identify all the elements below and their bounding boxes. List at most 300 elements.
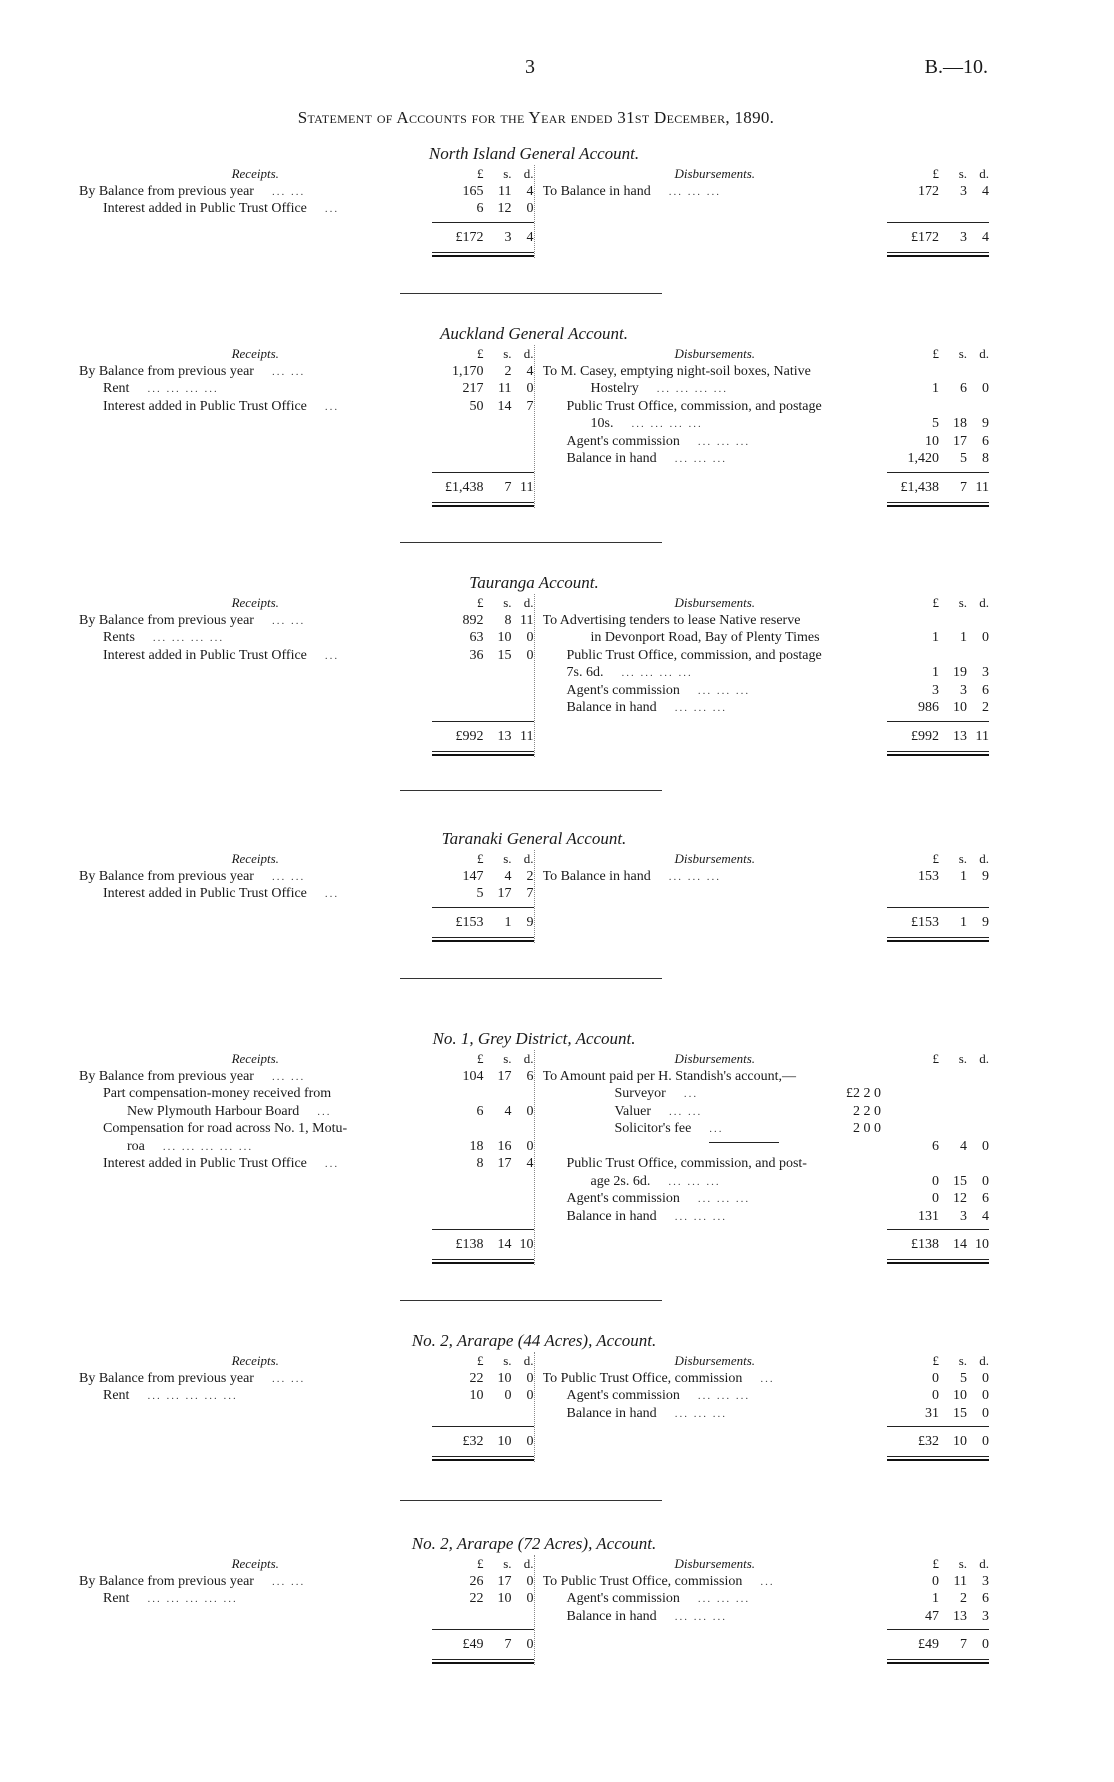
entry-text <box>79 183 432 201</box>
double-rule <box>543 500 990 508</box>
blank <box>543 250 888 258</box>
pounds-cell: 8 <box>476 1156 484 1171</box>
account-heading: Taranaki General Account. <box>441 829 627 848</box>
pounds-cell: £153 <box>911 914 939 930</box>
entry-text <box>543 1208 888 1226</box>
page-title: Statement of Accounts for the Year ended 31st December, 1890. <box>297 108 775 127</box>
pence-cell: 0 <box>982 1370 989 1386</box>
blank <box>79 903 432 911</box>
pence-cell: d. <box>523 1051 534 1066</box>
shillings-cell: s. <box>503 346 512 361</box>
total-rule <box>543 717 990 725</box>
column-header <box>543 165 990 183</box>
shillings-cell: 4 <box>504 868 512 884</box>
entry-label: Solicitor's fee <box>614 1121 692 1136</box>
shillings-cell: 3 <box>960 183 967 199</box>
pounds-cell: 10 <box>925 433 939 449</box>
pounds-cell: £ <box>932 346 939 361</box>
shillings-cell: 12 <box>953 1191 967 1206</box>
spacer <box>79 1405 534 1423</box>
pounds-cell: 63 <box>469 630 484 645</box>
pounds-cell: 1 <box>932 381 939 396</box>
entry-row <box>543 398 990 416</box>
pounds-cell: 6 <box>932 1138 939 1154</box>
leader-dots: ... ... <box>669 1105 703 1118</box>
blank <box>79 1454 432 1462</box>
entry-text <box>543 1068 888 1086</box>
total-label <box>79 725 432 749</box>
blank <box>543 1422 888 1430</box>
column-header-label: Receipts. <box>231 346 279 361</box>
account-heading: Tauranga Account. <box>469 573 599 592</box>
total-label <box>543 226 888 250</box>
leader-dots: ... ... ... <box>697 435 751 448</box>
pence-cell: d. <box>979 166 989 181</box>
pence-cell: 0 <box>982 1173 989 1189</box>
pence-cell <box>512 1085 534 1103</box>
shillings-cell: s. <box>958 1051 967 1066</box>
rule-line <box>887 1225 989 1230</box>
pence-cell: 6 <box>982 1191 989 1206</box>
shillings-cell <box>939 398 967 416</box>
total-rule <box>79 903 534 911</box>
entry-label: To Balance in hand <box>542 868 651 884</box>
blank <box>79 1422 432 1430</box>
disbursements-column <box>535 165 990 258</box>
double-rule <box>79 1257 534 1265</box>
entry-label: By Balance from previous year <box>79 868 254 884</box>
pence-cell: 0 <box>526 1591 534 1606</box>
total-label <box>79 226 432 250</box>
inner-amount: 2 2 0 <box>853 1103 881 1119</box>
entry-row <box>543 433 990 451</box>
column-header <box>543 1555 990 1573</box>
leader-dots: ... <box>324 400 340 413</box>
leader-dots: ... ... ... ... ... <box>147 1593 238 1605</box>
entry-label: By Balance from previous year <box>79 183 254 199</box>
spacer <box>543 885 990 903</box>
total-label <box>79 476 432 500</box>
entry-label: Interest added in Public Trust Office <box>103 647 307 663</box>
receipts-column <box>79 850 535 943</box>
shillings-cell: 13 <box>953 728 967 744</box>
total-row <box>79 1633 534 1657</box>
pence-cell: 9 <box>526 914 534 930</box>
shillings-cell <box>939 1068 967 1086</box>
rule-line <box>887 218 989 223</box>
shillings-cell: 15 <box>953 1173 967 1189</box>
leader-dots: ... ... <box>271 1575 306 1588</box>
entry-label: To Balance in hand <box>542 183 651 199</box>
shillings-cell: 3 <box>504 229 512 245</box>
pounds-cell: 1 <box>932 665 939 680</box>
pence-cell: 0 <box>982 1434 989 1449</box>
rule-line <box>432 218 534 223</box>
entry-text <box>543 183 888 201</box>
entry-label: Rent <box>103 1591 130 1606</box>
entry-label: Part compensation-money received from <box>103 1086 332 1101</box>
pence-cell: 0 <box>982 1405 989 1421</box>
entry-label: To Amount paid per H. Standish's account,— <box>542 1068 797 1084</box>
shillings-cell: 10 <box>953 700 967 715</box>
column-header-label: Disbursements. <box>674 166 756 181</box>
shillings-cell: s. <box>958 851 967 866</box>
account-columns <box>79 165 989 258</box>
pounds-cell: 1 <box>932 1591 939 1606</box>
shillings-cell: 17 <box>497 1068 512 1084</box>
pounds-cell: 22 <box>469 1591 484 1606</box>
total-row <box>79 725 534 749</box>
total-rule <box>543 1225 990 1233</box>
leader-dots: ... ... <box>271 365 306 378</box>
shillings-cell: 13 <box>953 1608 967 1624</box>
column-header <box>79 1352 534 1370</box>
shillings-cell: 5 <box>960 1370 967 1386</box>
pence-cell: 0 <box>526 1138 534 1154</box>
entry-row <box>543 1370 990 1388</box>
entry-label: New Plymouth Harbour Board <box>127 1103 300 1119</box>
pounds-cell <box>887 1068 939 1086</box>
column-header-label: Disbursements. <box>674 851 756 866</box>
leader-dots: ... ... ... <box>674 453 727 465</box>
blank <box>79 1657 432 1665</box>
pounds-cell <box>887 612 939 630</box>
shillings-cell: 11 <box>498 381 512 396</box>
double-rule <box>79 749 534 757</box>
shillings-cell: s. <box>958 1556 967 1571</box>
double-line <box>887 1259 989 1264</box>
pence-cell: 9 <box>982 416 989 431</box>
entry-label: roa <box>127 1138 145 1154</box>
shillings-cell: 11 <box>498 183 512 199</box>
entry-row <box>79 1120 534 1138</box>
column-header <box>543 345 990 363</box>
entry-row <box>79 398 534 416</box>
receipts-column <box>79 594 535 757</box>
pence-cell: 2 <box>526 868 534 884</box>
rule-line <box>432 468 534 473</box>
leader-dots: ... ... <box>271 614 306 627</box>
entry-row <box>543 415 990 433</box>
pence-cell: 6 <box>982 433 989 449</box>
shillings-cell: 15 <box>497 647 512 663</box>
account-heading: No. 2, Ararape (44 Acres), Account. <box>411 1331 657 1350</box>
entry-text <box>543 1573 888 1591</box>
shillings-cell: 15 <box>953 1405 967 1421</box>
pounds-cell: £ <box>477 166 484 181</box>
spacer <box>79 415 534 468</box>
entry-text <box>79 398 432 416</box>
pence-cell: 4 <box>526 183 534 199</box>
pence-cell: 11 <box>520 728 534 744</box>
blank <box>79 218 432 226</box>
shillings-cell: 18 <box>953 416 967 431</box>
entry-row <box>79 380 534 398</box>
pence-cell: d. <box>523 346 534 361</box>
blank <box>543 1225 888 1233</box>
entry-text <box>79 1155 432 1173</box>
pence-cell: 11 <box>975 728 989 744</box>
entry-text <box>79 612 432 630</box>
entry-row <box>543 1573 990 1591</box>
leader-dots: ... ... ... <box>668 870 722 883</box>
pence-cell <box>967 612 989 630</box>
column-header <box>543 1352 990 1370</box>
receipts-column <box>79 165 535 258</box>
pence-cell: 10 <box>975 1237 989 1252</box>
shillings-cell: 10 <box>497 630 512 645</box>
shillings-cell: 4 <box>504 1103 512 1119</box>
shillings-cell: 1 <box>504 914 512 930</box>
pounds-cell: £ <box>932 166 939 181</box>
blank <box>543 749 888 757</box>
shillings-cell: 7 <box>960 1637 967 1652</box>
entry-text <box>543 1155 888 1173</box>
pence-cell: d. <box>523 166 534 181</box>
entry-label: Agent's commission <box>566 1591 680 1606</box>
pence-cell: d. <box>979 851 989 866</box>
double-line <box>887 751 989 756</box>
entry-text <box>543 612 888 630</box>
pounds-cell: 50 <box>469 398 484 414</box>
pence-cell: 11 <box>975 479 989 495</box>
pence-cell: 4 <box>526 363 534 379</box>
total-label <box>79 911 432 935</box>
inner-amount: 2 0 0 <box>853 1121 881 1136</box>
blank <box>79 1225 432 1233</box>
total-label <box>543 476 888 500</box>
entry-label: Interest added in Public Trust Office <box>103 1156 307 1171</box>
shillings-cell <box>484 1120 512 1138</box>
entry-label: Interest added in Public Trust Office <box>103 886 307 901</box>
total-label <box>543 725 888 749</box>
disbursements-column <box>535 1555 990 1665</box>
entry-text <box>543 629 888 647</box>
blank <box>543 903 888 911</box>
entry-text <box>543 1405 888 1423</box>
entry-row <box>79 1573 534 1591</box>
shillings-cell: 14 <box>497 398 512 414</box>
document-reference: B.—10. <box>924 56 988 78</box>
pounds-cell: £ <box>477 1556 484 1571</box>
column-header-label: Receipts. <box>231 166 279 181</box>
account-section <box>79 1330 989 1462</box>
double-rule <box>79 935 534 943</box>
total-row <box>79 476 534 500</box>
entry-row <box>79 1085 534 1103</box>
entry-label: Interest added in Public Trust Office <box>103 201 307 216</box>
shillings-cell <box>939 612 967 630</box>
entry-label: Valuer <box>614 1103 652 1119</box>
leader-dots: ... ... ... ... ... <box>162 1140 254 1153</box>
pounds-cell: £153 <box>455 914 484 930</box>
entry-row <box>543 612 990 630</box>
entry-text <box>79 1138 432 1156</box>
entry-text <box>543 647 888 665</box>
pence-cell: 4 <box>982 1208 989 1224</box>
leader-dots: ... ... ... <box>697 1193 751 1205</box>
entry-label: Balance in hand <box>566 700 657 715</box>
total-rule <box>79 1422 534 1430</box>
entry-row <box>543 1155 990 1173</box>
leader-dots: ... ... ... <box>668 185 722 198</box>
double-line <box>432 1456 534 1461</box>
entry-label: Balance in hand <box>566 1608 657 1624</box>
entry-text <box>79 1387 432 1405</box>
pence-cell <box>967 1155 989 1173</box>
pounds-cell: 172 <box>918 183 939 199</box>
shillings-cell: 3 <box>960 682 967 698</box>
entry-row <box>79 1155 534 1173</box>
subtotal-rule <box>543 1138 888 1148</box>
pence-cell: 0 <box>526 647 534 663</box>
pounds-cell: £ <box>932 595 939 610</box>
entry-label: 10s. <box>590 416 614 431</box>
entry-row <box>543 1590 990 1608</box>
blank <box>543 1454 888 1462</box>
receipts-column <box>79 1050 535 1265</box>
entry-row <box>543 1103 990 1121</box>
entry-row <box>79 200 534 218</box>
entry-text <box>543 1370 888 1388</box>
column-header-label: Receipts. <box>231 1556 279 1571</box>
blank <box>543 717 888 725</box>
pence-cell: 2 <box>982 700 989 715</box>
column-header <box>79 345 534 363</box>
shillings-cell: 17 <box>497 886 512 901</box>
blank <box>79 717 432 725</box>
shillings-cell: 5 <box>960 451 967 466</box>
entry-label: Agent's commission <box>566 682 680 698</box>
pounds-cell: 153 <box>918 868 939 884</box>
pounds-cell: 3 <box>932 682 939 698</box>
shillings-cell: 16 <box>497 1138 512 1154</box>
rule-line <box>432 1225 534 1230</box>
pounds-cell: £ <box>932 1556 939 1571</box>
rule-line <box>887 468 989 473</box>
pence-cell: 4 <box>526 1156 534 1171</box>
entry-text <box>543 1190 888 1208</box>
shillings-cell: 17 <box>497 1573 512 1589</box>
pence-cell: d. <box>979 346 989 361</box>
blank <box>79 935 432 943</box>
double-rule <box>79 250 534 258</box>
pence-cell: 9 <box>982 868 989 884</box>
leader-dots: ... ... ... <box>674 1407 727 1420</box>
leader-dots: ... ... ... <box>697 1390 751 1402</box>
entry-row <box>543 1120 990 1138</box>
pounds-cell: 1,170 <box>452 363 484 379</box>
shillings-cell <box>939 363 967 381</box>
entry-text <box>79 1370 432 1388</box>
entry-text <box>543 699 888 717</box>
shillings-cell: 1 <box>960 868 967 884</box>
shillings-cell: s. <box>503 595 512 610</box>
shillings-cell <box>939 1155 967 1173</box>
section-divider <box>400 1500 662 1501</box>
total-rule <box>543 468 990 476</box>
entry-row <box>79 1590 534 1608</box>
entry-text <box>543 415 888 433</box>
double-line <box>432 751 534 756</box>
total-rule <box>543 218 990 226</box>
account-section <box>79 828 989 943</box>
entry-row <box>79 629 534 647</box>
column-header-label: Disbursements. <box>674 1556 756 1571</box>
pounds-cell <box>887 398 939 416</box>
pounds-cell: 0 <box>932 1173 939 1189</box>
shillings-cell: 10 <box>497 1370 512 1386</box>
double-line <box>887 1456 989 1461</box>
spacer <box>79 664 534 717</box>
pounds-cell: £ <box>932 1051 939 1066</box>
shillings-cell: 10 <box>497 1434 512 1449</box>
total-rule <box>79 717 534 725</box>
pounds-cell: 5 <box>932 416 939 431</box>
total-row <box>543 226 990 250</box>
blank <box>543 935 888 943</box>
blank <box>543 1257 888 1265</box>
shillings-cell: s. <box>503 1353 512 1368</box>
entry-label: By Balance from previous year <box>79 363 254 379</box>
column-header-label: Disbursements. <box>674 346 756 361</box>
inner-amount: £2 2 0 <box>846 1086 881 1101</box>
blank <box>543 500 888 508</box>
entry-row <box>543 1190 990 1208</box>
shillings-cell: 2 <box>504 363 512 379</box>
column-header <box>79 1555 534 1573</box>
entry-row <box>543 1405 990 1423</box>
leader-dots: ... ... ... ... ... <box>147 1390 238 1402</box>
double-rule <box>79 500 534 508</box>
pounds-cell: 0 <box>932 1388 939 1403</box>
entry-text <box>543 363 888 381</box>
total-rule <box>79 218 534 226</box>
entry-row <box>543 363 990 381</box>
entry-label: By Balance from previous year <box>79 1573 254 1589</box>
column-header-label: Disbursements. <box>674 1051 756 1066</box>
leader-dots: ... <box>683 1088 699 1100</box>
total-row <box>543 1633 990 1657</box>
pence-cell: 0 <box>982 1388 989 1403</box>
double-rule <box>543 1657 990 1665</box>
entry-label: Public Trust Office, commission, and post- <box>566 1156 807 1171</box>
pence-cell: 0 <box>526 381 534 396</box>
leader-dots: ... ... <box>271 1372 306 1385</box>
entry-text <box>79 647 432 665</box>
pounds-cell: 5 <box>476 886 484 901</box>
shillings-cell: 10 <box>497 1591 512 1606</box>
pounds-cell: 31 <box>925 1405 939 1421</box>
pounds-cell: 1 <box>932 630 939 645</box>
pence-cell: 0 <box>526 1434 534 1449</box>
shillings-cell: 10 <box>953 1434 967 1449</box>
pence-cell: 0 <box>526 1637 534 1652</box>
pounds-cell: 47 <box>925 1608 939 1624</box>
column-header <box>79 594 534 612</box>
entry-label: 7s. 6d. <box>566 665 604 680</box>
entry-label: By Balance from previous year <box>79 1068 254 1084</box>
column-header <box>543 850 990 868</box>
account-section <box>79 1533 989 1665</box>
blank <box>543 1657 888 1665</box>
blank <box>79 500 432 508</box>
entry-row <box>79 612 534 630</box>
shillings-cell: 10 <box>953 1388 967 1403</box>
total-rule <box>79 1625 534 1633</box>
pence-cell: d. <box>523 595 534 610</box>
double-rule <box>79 1454 534 1462</box>
